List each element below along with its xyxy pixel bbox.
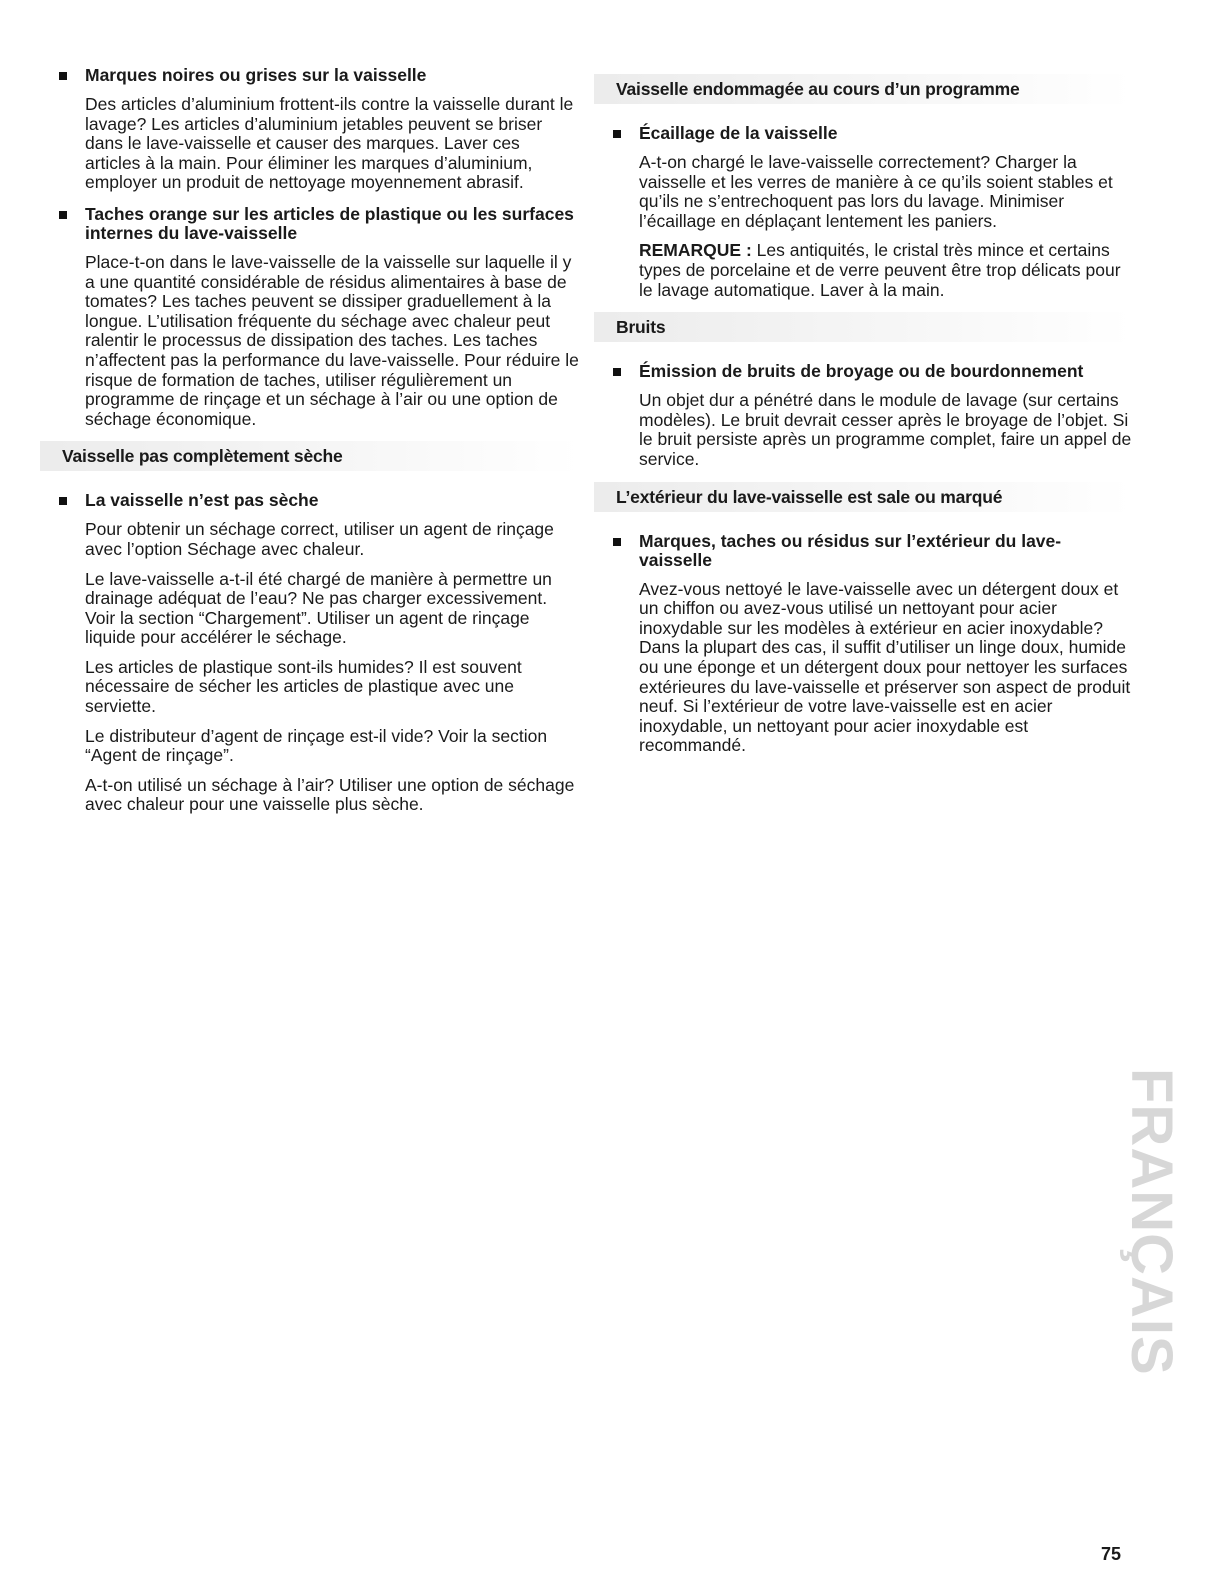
item-paragraph: A-t-on utilisé un séchage à l’air? Utiliser une option de séchage avec chaleur pour une vaisselle plus sèche. [85,774,575,815]
section-heading: Vaisselle endommagée au cours d’un programme [616,79,1020,99]
item-paragraph: Des articles d’aluminium frottent-ils contre la vaisselle durant le lavage? Les articles d’aluminium jetables peuvent se briser dans le lave-vaisselle et causer des marques. Laver ces articles à la main. Pour éliminer les marques d’aluminium, employer un produit de nettoyage moyennement abrasif. [85,94,574,193]
item-paragraph: A-t-on chargé le lave-vaisselle correctement? Charger la vaisselle et les verres de manière à ce qu’ils soient stables et qu’ils ne s’entrechoquent pas lors du lavage. Minimiser l’écaillage en déplaçant lentement les paniers. [639,152,1113,231]
section-heading-band [594,74,1132,104]
note-label: REMARQUE : [639,240,752,261]
square-bullet-icon [613,538,621,546]
item-paragraph: Pour obtenir un séchage correct, utiliser un agent de rinçage avec l’option Séchage avec chaleur. [85,519,554,559]
item-title: Marques noires ou grises sur la vaisselle [85,65,427,85]
square-bullet-icon [613,130,621,138]
square-bullet-icon [613,368,621,376]
section-heading-band [40,441,580,471]
item-paragraph: Le lave-vaisselle a-t-il été chargé de manière à permettre un drainage adéquat de l’eau? Ne pas charger excessivement. Voir la section “Chargement”. Utiliser un agent de rinçage liquide pour accélérer le séchage. [85,568,552,648]
troubleshoot-item-dishes-not-dry [40,491,580,815]
item-paragraph: Un objet dur a pénétré dans le module de lavage (sur certains modèles). Le bruit devrait cesser après le broyage de l’objet. Si le bruit persiste après un programme complet, faire un appel de service. [639,390,1132,469]
square-bullet-icon [59,211,67,219]
item-title: Écaillage de la vaisselle [639,123,838,143]
troubleshoot-item-grinding-noise [594,362,1132,469]
item-paragraph: Le distributeur d’agent de rinçage est-il vide? Voir la section “Agent de rinçage”. [85,725,548,766]
language-side-tab: FRANÇAIS [1119,1068,1184,1376]
item-title: Taches orange sur les articles de plastique ou les surfaces internes du lave-vaisselle [85,203,574,243]
section-heading: Bruits [616,317,666,338]
item-paragraph: Les articles de plastique sont-ils humides? Il est souvent nécessaire de sécher les articles de plastique avec une serviette. [85,656,522,717]
troubleshoot-item-chipping [594,124,1132,300]
troubleshoot-item-black-gray-marks [40,66,580,193]
item-title: La vaisselle n’est pas sèche [85,490,319,511]
page-number: 75 [1101,1544,1122,1564]
square-bullet-icon [59,497,67,505]
right-column [594,66,1132,768]
note-text: Les antiquités, le cristal très mince et certains types de porcelaine et de verre peuvent être trop délicats pour le lavage automatique. Laver à la main. [639,240,1121,300]
item-title: Émission de bruits de broyage ou de bourdonnement [639,361,1084,382]
left-column [40,66,580,827]
item-paragraph: Avez-vous nettoyé le lave-vaisselle avec un détergent doux et un chiffon ou avez-vous utilisé un nettoyant pour acier inoxydable sur les modèles à extérieur en acier inoxydable? Dans la plupart des cas, il suffit d’utiliser un linge doux, humide ou une éponge et un détergent doux pour nettoyer les surfaces extérieures du lave-vaisselle et préserver son aspect de produit neuf. Si l’extérieur de votre lave-vaisselle est en acier inoxydable, un nettoyant pour acier inoxydable est recommandé. [639,578,1131,756]
section-heading: Vaisselle pas complètement sèche [62,446,343,467]
troubleshoot-item-orange-stains [40,205,580,429]
note-paragraph [639,241,1132,300]
troubleshoot-item-exterior-marks [594,532,1132,756]
item-paragraph: Place-t-on dans le lave-vaisselle de la vaisselle sur laquelle il y a une quantité considérable de résidus alimentaires à base de tomates? Les taches peuvent se dissiper graduellement à la longue. L’utilisation fréquente du séchage avec chaleur peut ralentir le processus de dissipation des taches. Les taches n’affectent pas la performance du lave-vaisselle. Pour réduire le risque de formation de taches, utiliser régulièrement un programme de rinçage et un séchage à l’air ou une option de séchage économique. [85,251,579,429]
square-bullet-icon [59,72,67,80]
section-heading-band [594,482,1132,512]
section-heading: L’extérieur du lave-vaisselle est sale ou marqué [616,486,1003,507]
item-title: Marques, taches ou résidus sur l’extérieur du lave-vaisselle [639,530,1062,570]
section-heading-band [594,312,1132,342]
